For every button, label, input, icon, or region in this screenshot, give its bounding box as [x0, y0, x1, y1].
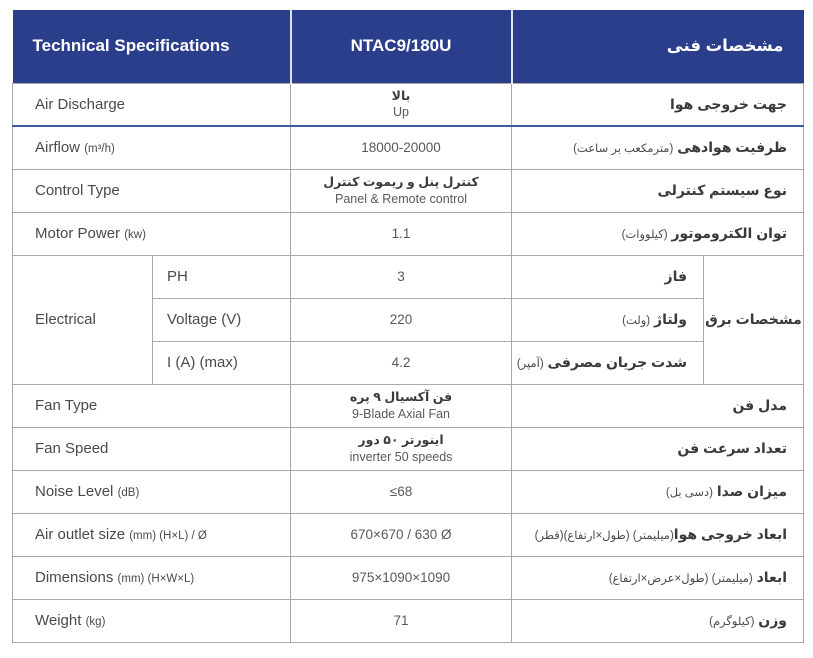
value-en: Panel & Remote control — [335, 191, 468, 206]
label-fa-main: مدل فن — [732, 397, 788, 413]
header-title-fa: مشخصات فنی — [512, 10, 804, 83]
label-fa-sub: (کیلووات) — [621, 229, 668, 241]
spec-label-fa — [512, 126, 804, 169]
table-row-weight — [13, 599, 804, 642]
value-fa: اینورتر ۵۰ دور — [358, 433, 444, 448]
value-fa: فن آکسیال ۹ پره — [349, 390, 453, 405]
spec-table — [12, 10, 804, 643]
spec-label-fa — [512, 212, 804, 255]
value-en: Up — [393, 105, 409, 120]
electrical-group-label-fa: مشخصات برق — [704, 255, 804, 384]
label-fa-main: توان الکتروموتور — [671, 225, 788, 241]
spec-value — [291, 169, 512, 212]
label-fa-main: ابعاد خروجی هوا — [673, 526, 788, 542]
value-fa: کنترل پنل و ریموت کنترل — [323, 175, 479, 190]
label-fa-main: فاز — [664, 268, 688, 284]
spec-value: 975×1090×1090 — [291, 556, 512, 599]
table-row-electrical-ph — [13, 255, 804, 298]
spec-label-en — [13, 513, 291, 556]
label-en-sub: (kw) — [124, 229, 146, 241]
spec-label-fa — [512, 83, 804, 126]
spec-value — [291, 83, 512, 126]
spec-value: ≤68 — [291, 470, 512, 513]
label-fa-main: نوع سیستم کنترلی — [657, 182, 788, 198]
table-header-row — [13, 10, 804, 83]
table-row-fan-type — [13, 384, 804, 427]
label-fa-main: وزن — [758, 612, 788, 628]
label-fa-sub: (کیلوگرم) — [709, 616, 755, 628]
spec-label-fa — [512, 427, 804, 470]
label-en-main: Noise Level — [35, 483, 114, 500]
header-model: NTAC9/180U — [291, 10, 512, 83]
label-en-sub: (mm) (H×L) / Ø — [129, 530, 207, 542]
label-fa-sub: (آمپر) — [516, 358, 544, 370]
table-row-airflow — [13, 126, 804, 169]
spec-sublabel-fa — [512, 341, 704, 384]
spec-value: 220 — [291, 298, 512, 341]
spec-label-fa — [512, 513, 804, 556]
table-row-control-type — [13, 169, 804, 212]
spec-label-en — [13, 470, 291, 513]
spec-label-fa — [512, 169, 804, 212]
spec-table-container — [12, 10, 804, 643]
value-fa: بالا — [391, 89, 411, 103]
spec-label-en — [13, 384, 291, 427]
spec-sublabel-en: PH — [153, 255, 291, 298]
label-fa-main: ولتاژ — [654, 311, 688, 327]
label-en-sub: (mm) (H×W×L) — [117, 573, 195, 585]
label-en-main: Air outlet size — [35, 526, 126, 543]
spec-label-en — [13, 126, 291, 169]
table-row-dimensions — [13, 556, 804, 599]
label-fa-main: میزان صدا — [716, 483, 788, 499]
spec-sublabel-en: I (A) (max) — [153, 341, 291, 384]
header-title-en: Technical Specifications — [13, 10, 291, 83]
label-fa-main: تعداد سرعت فن — [677, 440, 788, 456]
label-fa-sub: (میلیمتر) (طول×ارتفاع)(قطر) — [534, 530, 674, 542]
label-fa-main: ابعاد — [756, 569, 788, 585]
spec-label-en — [13, 212, 291, 255]
label-fa-sub: (ولت) — [622, 315, 651, 327]
value-en: inverter 50 speeds — [349, 449, 453, 464]
label-fa-main: شدت جریان مصرفی — [547, 354, 688, 370]
spec-sublabel-fa — [512, 298, 704, 341]
spec-value — [291, 427, 512, 470]
spec-label-en — [13, 169, 291, 212]
label-en-sub: (m³/h) — [84, 143, 115, 156]
spec-value: 3 — [291, 255, 512, 298]
spec-value: 71 — [291, 599, 512, 642]
label-en-main: Control Type — [35, 182, 120, 199]
spec-value: 670×670 / 630 Ø — [291, 513, 512, 556]
spec-value: 1.1 — [291, 212, 512, 255]
spec-label-fa — [512, 599, 804, 642]
spec-value: 4.2 — [291, 341, 512, 384]
label-fa-main: ظرفیت هوادهی — [677, 139, 788, 156]
label-en-sub: (dB) — [117, 487, 140, 499]
label-fa-sub: (مترمکعب بر ساعت) — [573, 143, 674, 156]
spec-label-en — [13, 427, 291, 470]
spec-label-en — [13, 599, 291, 642]
label-en-main: Fan Type — [35, 397, 98, 414]
spec-value: 18000-20000 — [291, 126, 512, 169]
label-fa-sub: (دسی بل) — [665, 487, 713, 499]
spec-label-fa — [512, 470, 804, 513]
spec-label-en — [13, 83, 291, 126]
table-row-air-outlet-size — [13, 513, 804, 556]
electrical-group-label-en: Electrical — [13, 255, 153, 384]
label-fa-sub: (میلیمتر) (طول×عرض×ارتفاع) — [608, 573, 753, 585]
table-row-motor-power — [13, 212, 804, 255]
table-row-fan-speed — [13, 427, 804, 470]
spec-sublabel-en: Voltage (V) — [153, 298, 291, 341]
spec-value — [291, 384, 512, 427]
table-row-air-discharge — [13, 83, 804, 126]
label-en-main: Dimensions — [35, 569, 114, 586]
spec-sublabel-fa — [512, 255, 704, 298]
label-en-main: Air Discharge — [35, 95, 126, 113]
spec-label-fa — [512, 556, 804, 599]
label-en-sub: (kg) — [85, 616, 106, 628]
label-en-main: Motor Power — [35, 225, 121, 242]
spec-label-en — [13, 556, 291, 599]
label-en-main: Airflow — [35, 139, 81, 157]
label-en-main: Fan Speed — [35, 440, 109, 457]
label-fa-main: جهت خروجی هوا — [670, 95, 788, 112]
label-en-main: Weight — [35, 612, 82, 629]
value-en: 9-Blade Axial Fan — [352, 406, 450, 421]
table-row-noise-level — [13, 470, 804, 513]
spec-label-fa — [512, 384, 804, 427]
